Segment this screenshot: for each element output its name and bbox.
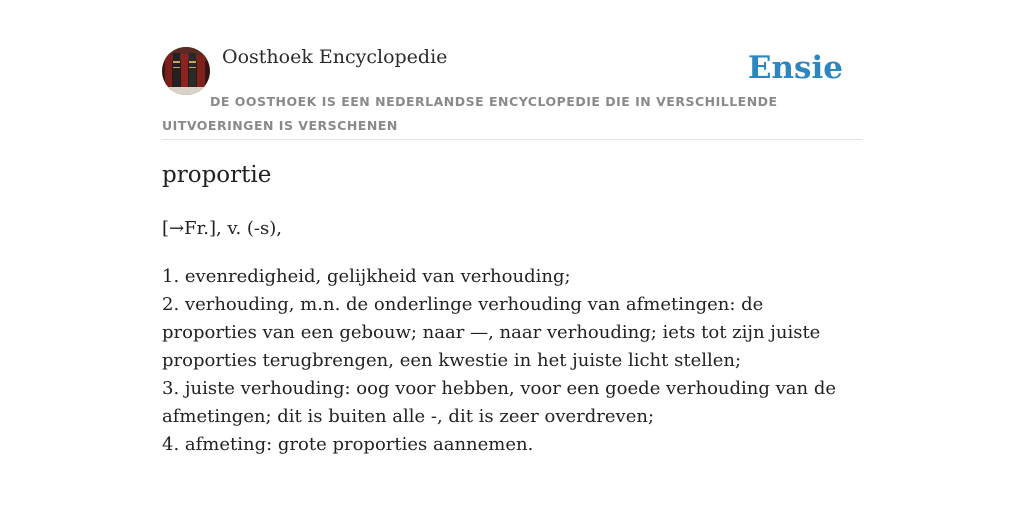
source-header (162, 0, 862, 140)
definition-item: 3. juiste verhouding: oog voor hebben, voor een goede verhouding van de afmetingen; dit is buiten alle -, dit is zeer overdreven; (162, 378, 837, 427)
source-description: DE OOSTHOEK IS EEN NEDERLANDSE ENCYCLOPEDIE DIE IN VERSCHILLENDE UITVOERINGEN IS VERSCHENEN (162, 94, 778, 133)
ensie-logo[interactable]: Ensie (747, 50, 843, 86)
entry-grammar: [→Fr.], v. (-s), (162, 218, 282, 239)
entry-headword: proportie (162, 162, 272, 188)
definition-item: 1. evenredigheid, gelijkheid van verhouding; (162, 266, 571, 287)
entry-definitions (162, 263, 862, 459)
source-name[interactable]: Oosthoek Encyclopedie (222, 46, 448, 68)
encyclopedia-books-icon[interactable] (162, 47, 210, 95)
definition-item: 2. verhouding, m.n. de onderlinge verhouding van afmetingen: de proporties van een gebouw; naar —, naar verhouding; iets tot zijn juiste proporties terugbrengen, een kwestie in het juiste licht stellen; (162, 294, 821, 371)
page (162, 0, 862, 455)
definition-item: 4. afmeting: grote proporties aannemen. (162, 434, 534, 455)
